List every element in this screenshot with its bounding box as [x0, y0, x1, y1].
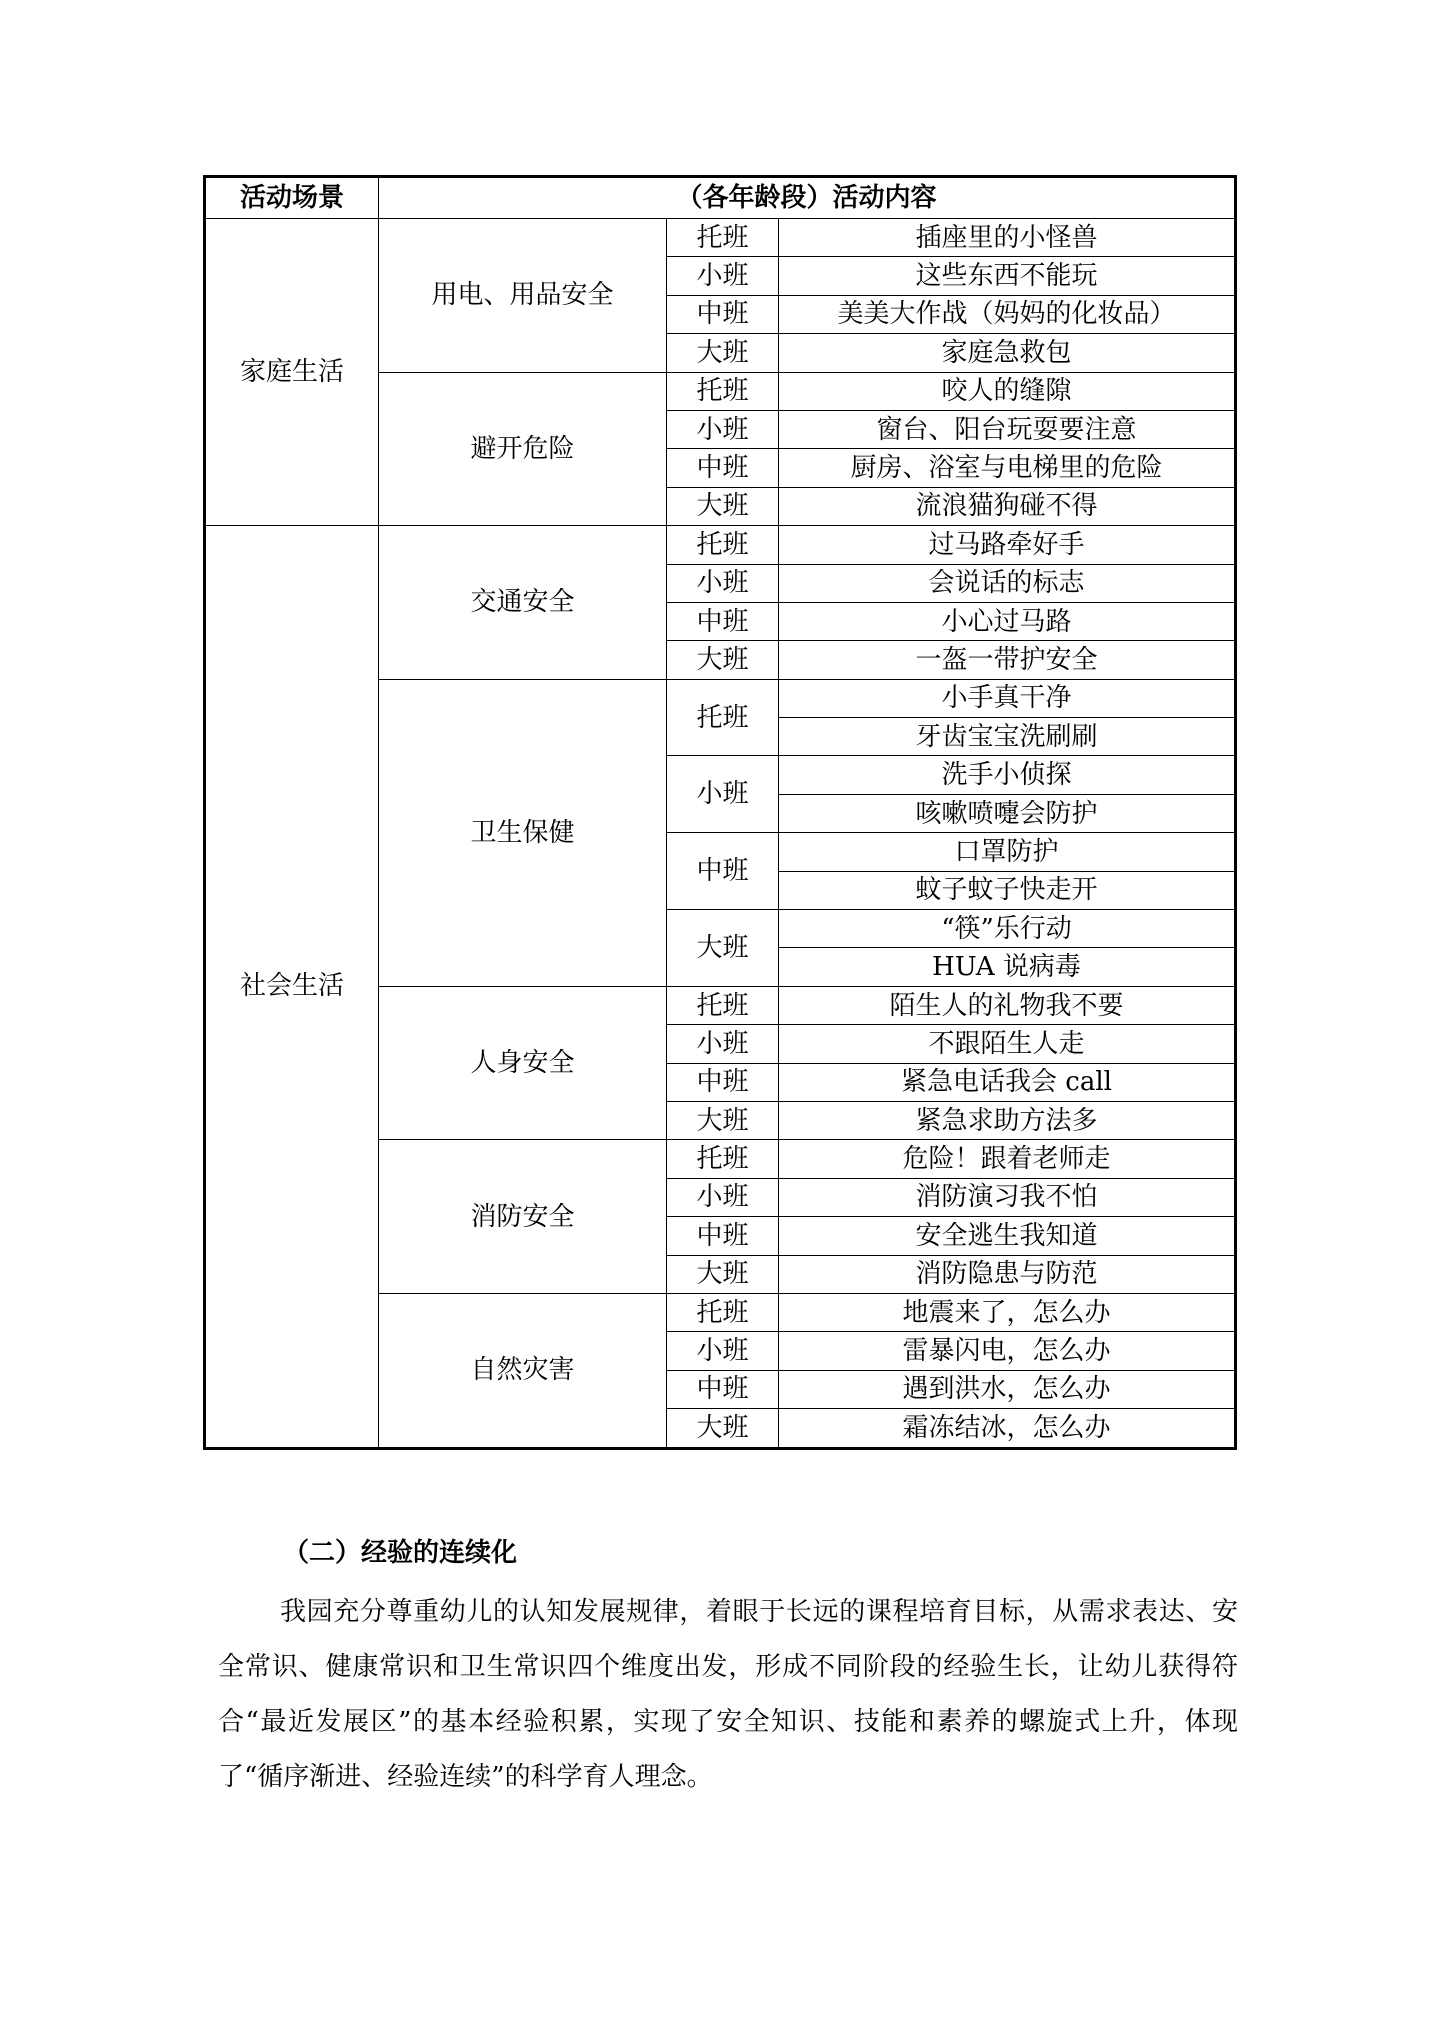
grade-cell: 大班 [667, 1101, 779, 1139]
activity-cell: 雷暴闪电，怎么办 [779, 1332, 1236, 1370]
activity-cell: 插座里的小怪兽 [779, 219, 1236, 257]
activity-cell: 会说话的标志 [779, 564, 1236, 602]
activity-cell: 遇到洪水，怎么办 [779, 1370, 1236, 1408]
activity-cell: 美美大作战（妈妈的化妆品） [779, 295, 1236, 333]
grade-cell: 托班 [667, 372, 779, 410]
activity-cell: 紧急求助方法多 [779, 1101, 1236, 1139]
grade-cell: 中班 [667, 295, 779, 333]
grade-cell: 小班 [667, 756, 779, 833]
grade-cell: 大班 [667, 487, 779, 525]
activity-cell: 蚊子蚊子快走开 [779, 871, 1236, 909]
table-row [205, 219, 1236, 257]
activity-cell: 口罩防护 [779, 833, 1236, 871]
grade-cell: 小班 [667, 257, 779, 295]
activity-cell: 消防隐患与防范 [779, 1255, 1236, 1293]
topic-cell: 用电、用品安全 [379, 219, 667, 373]
section-heading: （二）经验的连续化 [283, 1538, 518, 1568]
topic-cell: 消防安全 [379, 1140, 667, 1294]
grade-cell: 托班 [667, 986, 779, 1024]
activity-cell: 家庭急救包 [779, 334, 1236, 372]
activity-cell: 消防演习我不怕 [779, 1178, 1236, 1216]
grade-cell: 中班 [667, 1217, 779, 1255]
activity-cell: 紧急电话我会 call [779, 1063, 1236, 1101]
scene-cell: 社会生活 [205, 526, 379, 1448]
grade-cell: 托班 [667, 219, 779, 257]
topic-cell: 避开危险 [379, 372, 667, 526]
activity-cell: 这些东西不能玩 [779, 257, 1236, 295]
grade-cell: 托班 [667, 1293, 779, 1331]
activity-cell: 厨房、浴室与电梯里的危险 [779, 449, 1236, 487]
topic-cell: 交通安全 [379, 526, 667, 680]
activity-cell: 不跟陌生人走 [779, 1025, 1236, 1063]
section-paragraph: 我园充分尊重幼儿的认知发展规律，着眼于长远的课程培育目标，从需求表达、安全常识、健康常识和卫生常识四个维度出发，形成不同阶段的经验生长，让幼儿获得符合“最近发展区”的基本经验积累，实现了安全知识、技能和素养的螺旋式上升，体现了“循序渐进、经验连续”的科学育人理念。 [218, 1597, 1238, 1792]
grade-cell: 中班 [667, 1063, 779, 1101]
grade-cell: 大班 [667, 334, 779, 372]
grade-cell: 大班 [667, 910, 779, 987]
activity-cell: 咬人的缝隙 [779, 372, 1236, 410]
grade-cell: 托班 [667, 679, 779, 756]
grade-cell: 托班 [667, 526, 779, 564]
grade-cell: 大班 [667, 641, 779, 679]
activity-cell: HUA 说病毒 [779, 948, 1236, 986]
grade-cell: 大班 [667, 1409, 779, 1448]
grade-cell: 小班 [667, 1025, 779, 1063]
activity-cell: 安全逃生我知道 [779, 1217, 1236, 1255]
activity-cell: 过马路牵好手 [779, 526, 1236, 564]
table-header-row [205, 177, 1236, 219]
activity-cell: 陌生人的礼物我不要 [779, 986, 1236, 1024]
grade-cell: 小班 [667, 1332, 779, 1370]
activity-cell: “筷”乐行动 [779, 910, 1236, 948]
table-body [205, 219, 1236, 1449]
header-scene: 活动场景 [205, 177, 379, 219]
grade-cell: 中班 [667, 833, 779, 910]
activity-cell: 洗手小侦探 [779, 756, 1236, 794]
grade-cell: 中班 [667, 1370, 779, 1408]
topic-cell: 人身安全 [379, 986, 667, 1140]
grade-cell: 中班 [667, 449, 779, 487]
grade-cell: 大班 [667, 1255, 779, 1293]
grade-cell: 小班 [667, 410, 779, 448]
scene-cell: 家庭生活 [205, 219, 379, 526]
activity-cell: 小手真干净 [779, 679, 1236, 717]
grade-cell: 小班 [667, 564, 779, 602]
activity-cell: 流浪猫狗碰不得 [779, 487, 1236, 525]
activity-table [203, 175, 1237, 1450]
activity-cell: 地震来了，怎么办 [779, 1293, 1236, 1331]
activity-cell: 危险！跟着老师走 [779, 1140, 1236, 1178]
activity-cell: 牙齿宝宝洗刷刷 [779, 718, 1236, 756]
activity-cell: 小心过马路 [779, 602, 1236, 640]
topic-cell: 卫生保健 [379, 679, 667, 986]
grade-cell: 小班 [667, 1178, 779, 1216]
activity-cell: 窗台、阳台玩耍要注意 [779, 410, 1236, 448]
table-row [205, 526, 1236, 564]
topic-cell: 自然灾害 [379, 1293, 667, 1448]
header-content: （各年龄段）活动内容 [379, 177, 1236, 219]
grade-cell: 托班 [667, 1140, 779, 1178]
grade-cell: 中班 [667, 602, 779, 640]
activity-cell: 咳嗽喷嚏会防护 [779, 794, 1236, 832]
activity-cell: 一盔一带护安全 [779, 641, 1236, 679]
activity-cell: 霜冻结冰，怎么办 [779, 1409, 1236, 1448]
